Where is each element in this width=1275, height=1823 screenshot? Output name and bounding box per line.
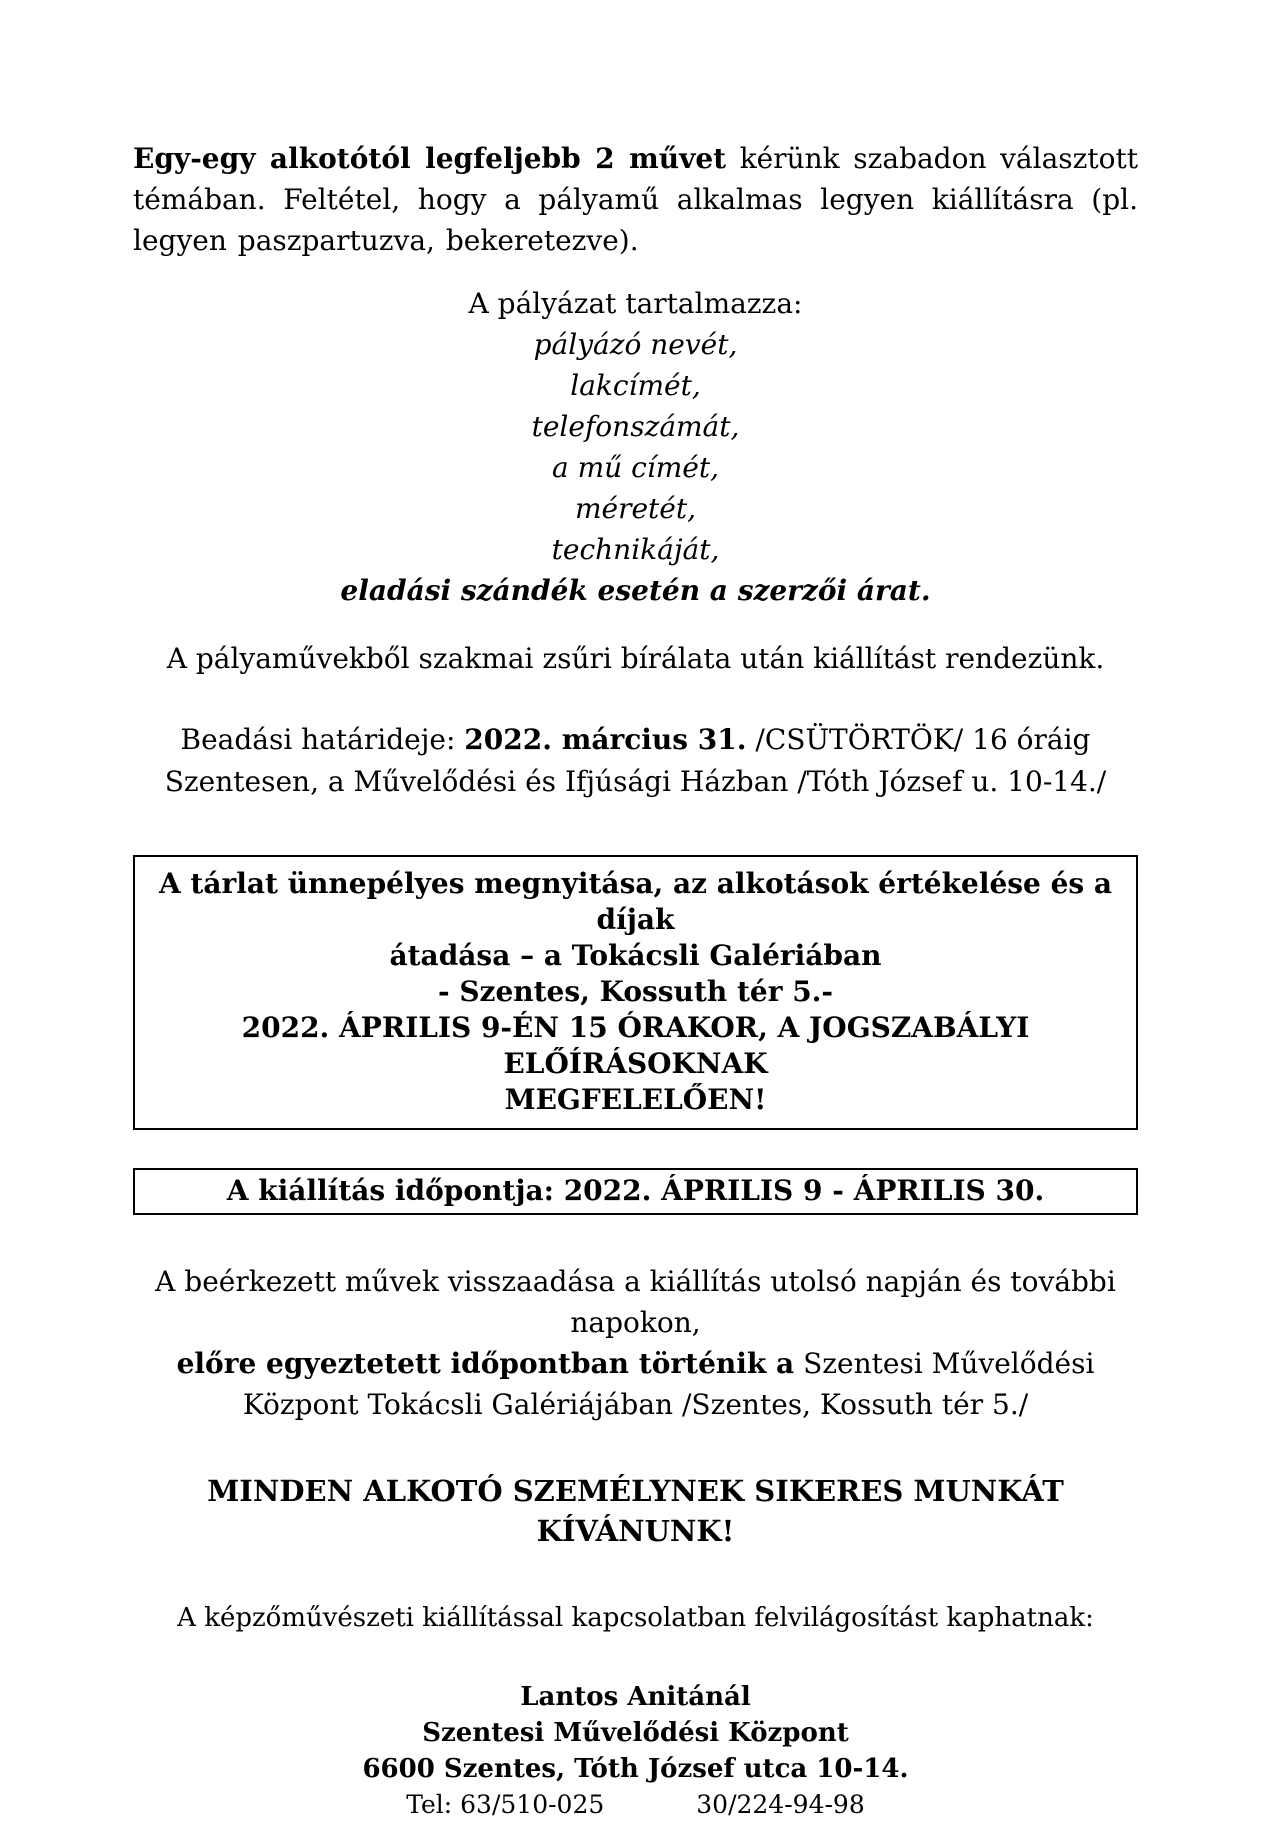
wish-line: MINDEN ALKOTÓ SZEMÉLYNEK SIKERES MUNKÁT KÍVÁNUNK! [207,1474,1064,1548]
intro-rest-text: kérünk szabadon választott témában. Feltétel, hogy a pályamű alkalmas legyen kiállításra (pl. legyen paszpartuzva, bekeretezve). [133,142,1138,257]
deadline-line [133,719,1138,761]
requirement-item: a mű címét, [552,451,719,484]
contact-phone-1: Tel: 63/510-025 [406,1790,605,1819]
return-info-rest: Szentesi Művelődési Központ Tokácsli Galériájában /Szentes, Kossuth tér 5./ [242,1347,1095,1421]
exhibition-dates-box [133,1168,1138,1215]
contact-organization: Szentesi Művelődési Központ [422,1718,849,1748]
requirement-item: telefonszámát, [531,410,740,443]
requirement-item: technikáját, [551,533,720,566]
deadline-suffix: /CSÜTÖRTÖK/ 16 óráig [746,723,1091,756]
info-note: A képzőművészeti kiállítással kapcsolatban felvilágosítást kaphatnak: [177,1603,1094,1633]
opening-box [133,855,1138,1130]
contact-phone-2: 30/224-94-98 [696,1790,865,1819]
return-info-section [133,1261,1138,1425]
requirement-item: lakcímét, [570,369,701,402]
opening-box-line: - Szentes, Kossuth tér 5.- [437,975,834,1008]
deadline-section [133,719,1138,803]
opening-box-line: átadása – a Tokácsli Galériában [389,939,882,972]
requirement-item-last: eladási szándék esetén a szerzői árat. [340,574,931,607]
intro-paragraph [133,138,1138,261]
requirement-item: pályázó nevét, [533,328,738,361]
requirements-section [133,283,1138,611]
contact-name: Lantos Anitánál [520,1682,751,1712]
opening-box-line: A tárlat ünnepélyes megnyitása, az alkotások értékelése és a díjak [158,867,1113,936]
exhibition-dates-text: A kiállítás időpontja: 2022. ÁPRILIS 9 - ÁPRILIS 30. [226,1174,1045,1207]
contact-phones [133,1787,1138,1823]
intro-bold-text: Egy-egy alkotótól legfeljebb 2 művet [133,142,727,175]
requirements-heading: A pályázat tartalmazza: [468,287,803,320]
contact-section [133,1679,1138,1823]
deadline-date: 2022. március 31. [464,723,747,756]
deadline-prefix: Beadási határideje: [180,723,465,756]
opening-box-line: MEGFELELŐEN! [504,1083,767,1116]
return-info-line2 [133,1343,1138,1425]
return-info-bold: előre egyeztetett időpontban történik a [176,1347,795,1380]
opening-box-line: 2022. ÁPRILIS 9-ÉN 15 ÓRAKOR, A JOGSZABÁLYI ELŐÍRÁSOKNAK [241,1011,1030,1080]
return-info-line1: A beérkezett művek visszaadása a kiállítás utolsó napján és további napokon, [155,1265,1116,1339]
requirement-item: méretét, [574,492,697,525]
deadline-location-line: Szentesen, a Művelődési és Ifjúsági Házban /Tóth József u. 10-14./ [164,765,1107,798]
contact-address: 6600 Szentes, Tóth József utca 10-14. [362,1754,909,1784]
jury-note: A pályaművekből szakmai zsűri bírálata után kiállítást rendezünk. [166,642,1105,675]
